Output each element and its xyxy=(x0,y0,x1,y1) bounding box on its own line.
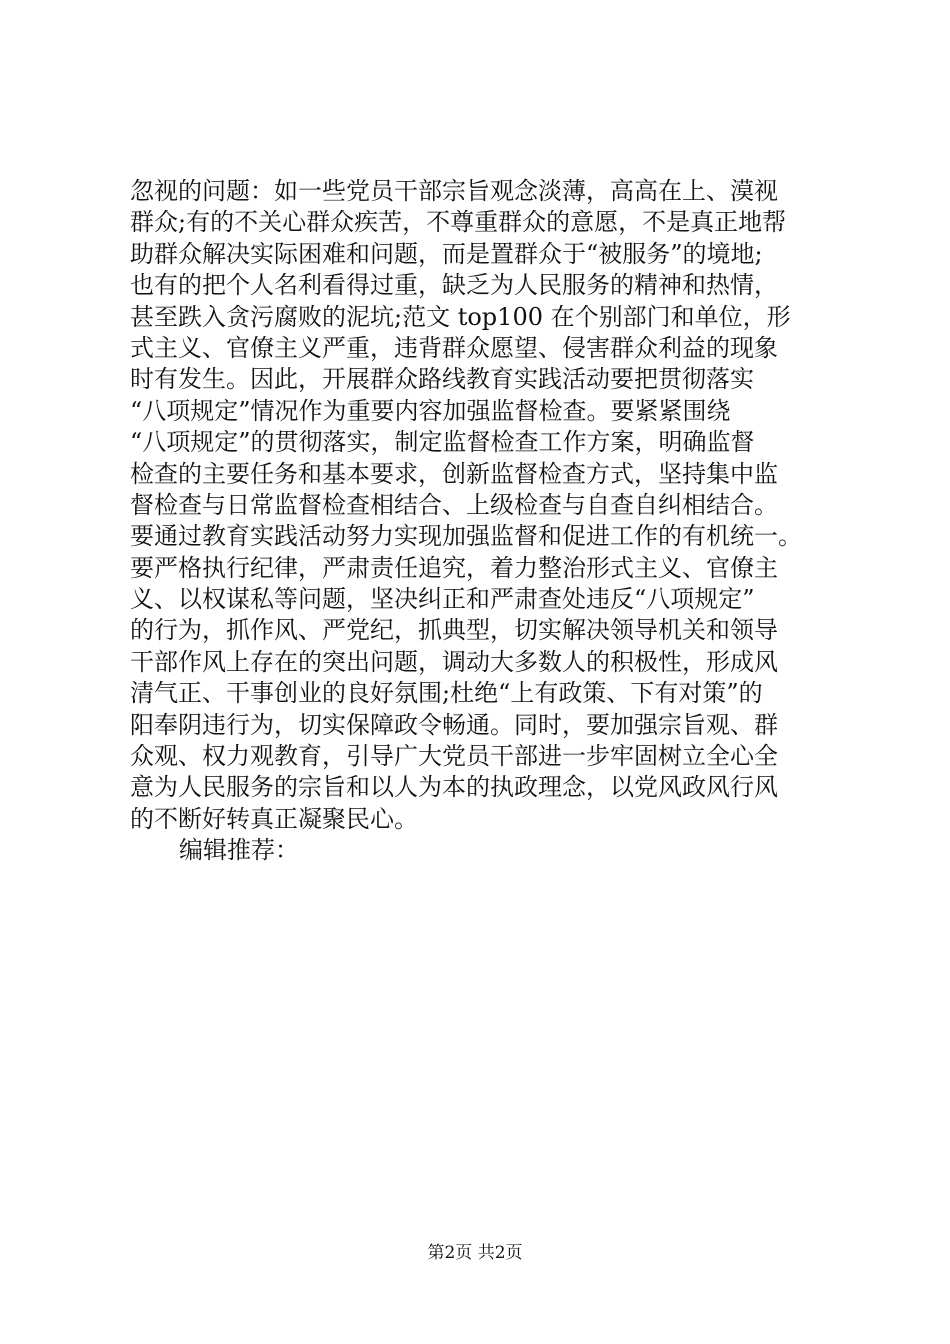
text-line: 的不断好转真正凝聚民心。 xyxy=(130,804,418,833)
text-line: “八项规定”情况作为重要内容加强监督检查。要紧紧围绕 xyxy=(130,396,731,425)
text-line: 义、以权谋私等问题，坚决纠正和严肃查处违反“八项规定” xyxy=(130,585,755,614)
text-line: 助群众解决实际困难和问题，而是置群众于“被服务”的境地; xyxy=(130,239,763,268)
page-footer xyxy=(0,1242,950,1264)
text-line: 时有发生。因此，开展群众路线教育实践活动要把贯彻落实 xyxy=(130,365,754,394)
text-line: 式主义、官僚主义严重，违背群众愿望、侵害群众利益的现象 xyxy=(130,333,778,362)
text-line: 意为人民服务的宗旨和以人为本的执政理念，以党风政风行风 xyxy=(130,773,778,802)
text-line: “八项规定”的贯彻落实，制定监督检查工作方案，明确监督 xyxy=(130,428,755,457)
body-text xyxy=(130,176,820,867)
page-indicator: 第2页 共2页 xyxy=(427,1243,523,1263)
text-line: 检查的主要任务和基本要求，创新监督检查方式，坚持集中监 xyxy=(130,459,778,488)
text-line: 群众;有的不关心群众疾苦，不尊重群众的意愿，不是真正地帮 xyxy=(130,208,787,237)
text-line: 干部作风上存在的突出问题，调动大多数人的积极性，形成风 xyxy=(130,647,778,676)
text-line: 要通过教育实践活动努力实现加强监督和促进工作的有机统一。 xyxy=(130,522,802,551)
text-line: 督检查与日常监督检查相结合、上级检查与自查自纠相结合。 xyxy=(130,490,778,519)
text-line: 也有的把个人名利看得过重，缺乏为人民服务的精神和热情， xyxy=(130,271,778,300)
editor-recommendation-label: 编辑推荐： xyxy=(179,836,299,865)
text-line: 阳奉阴违行为，切实保障政令畅通。同时，要加强宗旨观、群 xyxy=(130,710,778,739)
text-line: 要严格执行纪律，严肃责任追究，着力整治形式主义、官僚主 xyxy=(130,553,778,582)
text-line: 甚至跌入贪污腐败的泥坑;范文 top100 在个别部门和单位，形 xyxy=(130,302,791,331)
text-line: 的行为，抓作风、严党纪，抓典型，切实解决领导机关和领导 xyxy=(130,616,778,645)
text-line: 众观、权力观教育，引导广大党员干部进一步牢固树立全心全 xyxy=(130,742,778,771)
text-line: 忽视的问题：如一些党员干部宗旨观念淡薄，高高在上、漠视 xyxy=(130,177,778,205)
text-line: 清气正、干事创业的良好氛围;杜绝“上有政策、下有对策”的 xyxy=(130,679,763,708)
